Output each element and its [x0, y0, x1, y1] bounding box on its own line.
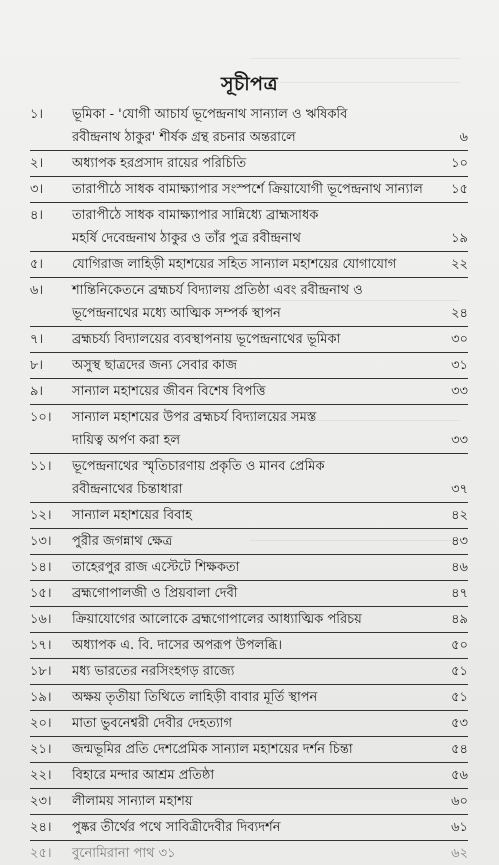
- row-divider: [30, 684, 468, 685]
- toc-entry-title-line: মধ্য ভারতের নরসিংহগড় রাজ্যে: [72, 664, 235, 679]
- toc-entry-title-line: মহর্ষি দেবেন্দ্রনাথ ঠাকুর ও তাঁর পুত্র রবীন্দ্রনাথ: [72, 231, 301, 246]
- toc-entry-title: [72, 582, 434, 605]
- toc-entry-page: ৩৭: [451, 482, 468, 497]
- toc-entry-title: [72, 455, 434, 501]
- toc-entry-number: ২০।: [30, 716, 52, 731]
- row-divider: [30, 554, 468, 555]
- toc-entry-page: ১৯: [451, 231, 468, 246]
- toc-entry-title: [72, 660, 434, 683]
- toc-entry-number: ৫।: [30, 257, 44, 272]
- toc-entry: [30, 660, 468, 683]
- toc-entry: [30, 634, 468, 657]
- toc-entry-title-line: ব্রহ্মচর্য্য বিদ্যালয়ের ব্যবস্থাপনায় ভূপেন্দ্রনাথের ভূমিকা: [72, 332, 341, 347]
- toc-entry-page: ৫৪: [451, 742, 468, 757]
- toc-entry: [30, 738, 468, 761]
- row-divider: [30, 150, 468, 151]
- toc-entry: [30, 455, 468, 501]
- row-divider: [30, 326, 468, 327]
- toc-entry-title-line: ক্রিয়াযোগের আলোকে ব্রহ্মগোপালের আধ্যাত্মিক পরিচয়: [72, 612, 362, 627]
- toc-entry-title: [72, 152, 434, 175]
- toc-entry-title: [72, 764, 434, 787]
- toc-entry-page: ১০: [451, 156, 468, 171]
- toc-entry-number: ২৩।: [30, 794, 52, 809]
- row-divider: [30, 788, 468, 789]
- toc-entry: [30, 354, 468, 377]
- toc-entry-title: [72, 178, 434, 201]
- toc-entry-title: [72, 556, 434, 579]
- toc-entry-number: ২৫।: [30, 846, 52, 861]
- toc-entry-page: ২৪: [451, 306, 468, 321]
- toc-entry-title-line: তারাপীঠে সাধক বামাক্ষ্যাপার সংস্পর্শে ক্রিয়াযোগী ভূপেন্দ্রনাথ সান্যাল: [72, 182, 423, 197]
- toc-entry-title: [72, 634, 434, 657]
- toc-entry-title-line: সান্যাল মহাশয়ের উপর ব্রহ্মচর্য বিদ্যালয়ের সমস্ত: [72, 410, 317, 425]
- row-divider: [30, 606, 468, 607]
- toc-entry-number: ১৭।: [30, 638, 52, 653]
- toc-entry-number: ১১।: [30, 459, 52, 474]
- row-divider: [30, 453, 468, 454]
- toc-entry-title-line: জন্মভূমির প্রতি দেশপ্রেমিক সান্যাল মহাশয়ের দর্শন চিন্তা: [72, 742, 353, 757]
- toc-entry-number: ১৯।: [30, 690, 52, 705]
- toc-entry-title-line: পুষ্কর তীর্থের পথে সাবিত্রীদেবীর দিব্যদর্শন: [72, 820, 281, 835]
- toc-entry-number: ৪।: [30, 208, 44, 223]
- toc-entry-title: [72, 406, 434, 452]
- toc-entry: [30, 152, 468, 175]
- toc-entry-number: ১৮।: [30, 664, 52, 679]
- toc-entry-page: ৬: [459, 130, 468, 145]
- toc-entry-page: ২২: [451, 257, 468, 272]
- toc-entry-number: ২৪।: [30, 820, 52, 835]
- toc-entry-page: ৩১: [451, 358, 468, 373]
- page-title: সূচীপত্র: [220, 73, 279, 95]
- toc-entry-title-line: পুরীর জগন্নাথ ক্ষেত্র: [72, 534, 173, 549]
- row-divider: [30, 658, 468, 659]
- table-of-contents: [30, 103, 468, 865]
- toc-entry: [30, 582, 468, 605]
- toc-entry-title-line: ব্রহ্মগোপালজী ও প্রিয়বালা দেবী: [72, 586, 238, 601]
- toc-entry-title-line: তারাপীঠে সাধক বামাক্ষ্যাপার সান্নিধ্যে ব্রাহ্মসাধক: [72, 208, 319, 223]
- toc-entry-page: ৬২: [451, 846, 468, 861]
- toc-entry: [30, 764, 468, 787]
- toc-entry-title: [72, 279, 434, 325]
- toc-entry-page: ৪২: [451, 508, 468, 523]
- toc-entry-title-line: বিহারে মন্দার আশ্রম প্রতিষ্ঠা: [72, 768, 215, 783]
- toc-entry-page: ৩০: [451, 332, 468, 347]
- toc-entry-title-line: অক্ষয় তৃতীয়া তিথিতে লাহিড়ী বাবার মূর্তি স্থাপন: [72, 690, 318, 705]
- toc-entry-title-line: মাতা ভুবনেশ্বরী দেবীর দেহত্যাগ: [72, 716, 233, 731]
- toc-entry-page: ৫১: [451, 690, 468, 705]
- toc-entry-title: [72, 354, 434, 377]
- toc-entry-page: ৫০: [451, 638, 468, 653]
- toc-entry-title: [72, 842, 434, 865]
- toc-entry-title: [72, 504, 434, 527]
- toc-entry: [30, 178, 468, 201]
- toc-entry-number: ১০।: [30, 410, 52, 425]
- toc-entry-title: [72, 328, 434, 351]
- row-divider: [30, 251, 468, 252]
- toc-entry-title-line: সান্যাল মহাশয়ের জীবন বিশেষ বিপত্তি: [72, 384, 266, 399]
- row-divider: [30, 632, 468, 633]
- toc-entry-title-line: অধ্যাপক এ. বি. দাসের অপরূপ উপলব্ধি।: [72, 638, 283, 653]
- toc-entry: [30, 279, 468, 325]
- row-divider: [30, 502, 468, 503]
- toc-entry-page: ৫৩: [451, 716, 468, 731]
- toc-entry-title-line: ভূমিকা - 'যোগী আচার্য ভূপেন্দ্রনাথ সান্যাল ও ঋষিকবি: [72, 107, 348, 122]
- toc-entry-number: ২১।: [30, 742, 52, 757]
- toc-entry: [30, 790, 468, 813]
- toc-entry: [30, 253, 468, 276]
- toc-entry-page: ৪৭: [451, 586, 468, 601]
- toc-entry-page: ৩৩: [451, 433, 468, 448]
- row-divider: [30, 202, 468, 203]
- toc-entry-page: ১৫: [451, 182, 468, 197]
- toc-entry-title-line: রবীন্দ্রনাথ ঠাকুর' শীর্ষক গ্রন্থ রচনার অন্তরালে: [72, 130, 296, 145]
- row-divider: [30, 378, 468, 379]
- toc-entry-title-line: অধ্যাপক হরপ্রসাদ রায়ের পরিচিতি: [72, 156, 247, 171]
- toc-entry-title: [72, 103, 434, 149]
- toc-entry-title-line: তাহেরপুর রাজ এস্টেটে শিক্ষকতা: [72, 560, 240, 575]
- toc-entry: [30, 380, 468, 403]
- toc-entry-page: ৬১: [451, 820, 468, 835]
- toc-entry-title: [72, 790, 434, 813]
- toc-entry-title-line: রবীন্দ্রনাথের চিন্তাধারা: [72, 482, 183, 497]
- toc-entry-title-line: অসুস্থ ছাত্রদের জন্য সেবার কাজ: [72, 358, 238, 373]
- toc-entry-number: ১৩।: [30, 534, 52, 549]
- toc-entry-number: ৯।: [30, 384, 44, 399]
- toc-entry-number: ২।: [30, 156, 44, 171]
- toc-entry-number: ১৬।: [30, 612, 52, 627]
- toc-entry: [30, 556, 468, 579]
- row-divider: [30, 762, 468, 763]
- toc-entry-title-line: বুনোমিরানা পাথ ৩১: [72, 846, 176, 861]
- toc-entry-title: [72, 686, 434, 709]
- show-through-line: [250, 58, 460, 59]
- toc-entry-title: [72, 253, 434, 276]
- row-divider: [30, 710, 468, 711]
- toc-entry-page: ৫৬: [451, 768, 468, 783]
- toc-entry-number: ১২।: [30, 508, 52, 523]
- toc-entry: [30, 204, 468, 250]
- toc-entry-number: ১।: [30, 107, 44, 122]
- row-divider: [30, 277, 468, 278]
- toc-entry-title-line: ভূপেন্দ্রনাথের মধ্যে আত্মিক সম্পর্ক স্থাপন: [72, 306, 281, 321]
- row-divider: [30, 404, 468, 405]
- toc-entry: [30, 842, 468, 865]
- toc-entry: [30, 504, 468, 527]
- toc-entry-title-line: শান্তিনিকেতনে ব্রহ্মচর্য বিদ্যালয় প্রতিষ্ঠা এবং রবীন্দ্রনাথ ও: [72, 283, 363, 298]
- toc-entry-page: ৪৯: [451, 612, 468, 627]
- toc-entry: [30, 328, 468, 351]
- toc-entry-title-line: যোগিরাজ লাহিড়ী মহাশয়ের সহিত সান্যাল মহাশয়ের যোগাযোগ: [72, 257, 397, 272]
- toc-entry-title: [72, 816, 434, 839]
- toc-entry: [30, 712, 468, 735]
- toc-entry: [30, 406, 468, 452]
- toc-entry-page: ৬০: [451, 794, 468, 809]
- toc-entry-number: ৩।: [30, 182, 44, 197]
- toc-entry: [30, 686, 468, 709]
- toc-entry-number: ১৪।: [30, 560, 52, 575]
- toc-entry-title: [72, 204, 434, 250]
- toc-entry-title: [72, 608, 434, 631]
- toc-entry: [30, 103, 468, 149]
- toc-entry-title: [72, 530, 434, 553]
- row-divider: [30, 814, 468, 815]
- row-divider: [30, 176, 468, 177]
- toc-entry-title: [72, 712, 434, 735]
- toc-entry-title-line: সান্যাল মহাশয়ের বিবাহ: [72, 508, 192, 523]
- toc-entry-page: ৪৩: [451, 534, 468, 549]
- toc-entry-number: ৭।: [30, 332, 44, 347]
- toc-entry-title: [72, 738, 434, 761]
- toc-entry-title-line: দায়িত্ব অর্পণ করা হল: [72, 433, 181, 448]
- toc-entry: [30, 608, 468, 631]
- toc-entry: [30, 816, 468, 839]
- row-divider: [30, 840, 468, 841]
- toc-entry: [30, 530, 468, 553]
- toc-entry-page: ৩৩: [451, 384, 468, 399]
- row-divider: [30, 580, 468, 581]
- toc-entry-number: ৬।: [30, 283, 44, 298]
- toc-entry-title-line: লীলাময় সান্যাল মহাশয়: [72, 794, 193, 809]
- toc-entry-number: ৮।: [30, 358, 44, 373]
- toc-entry-number: ১৫।: [30, 586, 52, 601]
- toc-entry-number: ২২।: [30, 768, 52, 783]
- toc-entry-title-line: ভূপেন্দ্রনাথের স্মৃতিচারণায় প্রকৃতি ও মানব প্রেমিক: [72, 459, 325, 474]
- row-divider: [30, 528, 468, 529]
- toc-entry-title: [72, 380, 434, 403]
- toc-entry-page: ৫১: [451, 664, 468, 679]
- row-divider: [30, 736, 468, 737]
- toc-entry-page: ৪৬: [451, 560, 468, 575]
- row-divider: [30, 352, 468, 353]
